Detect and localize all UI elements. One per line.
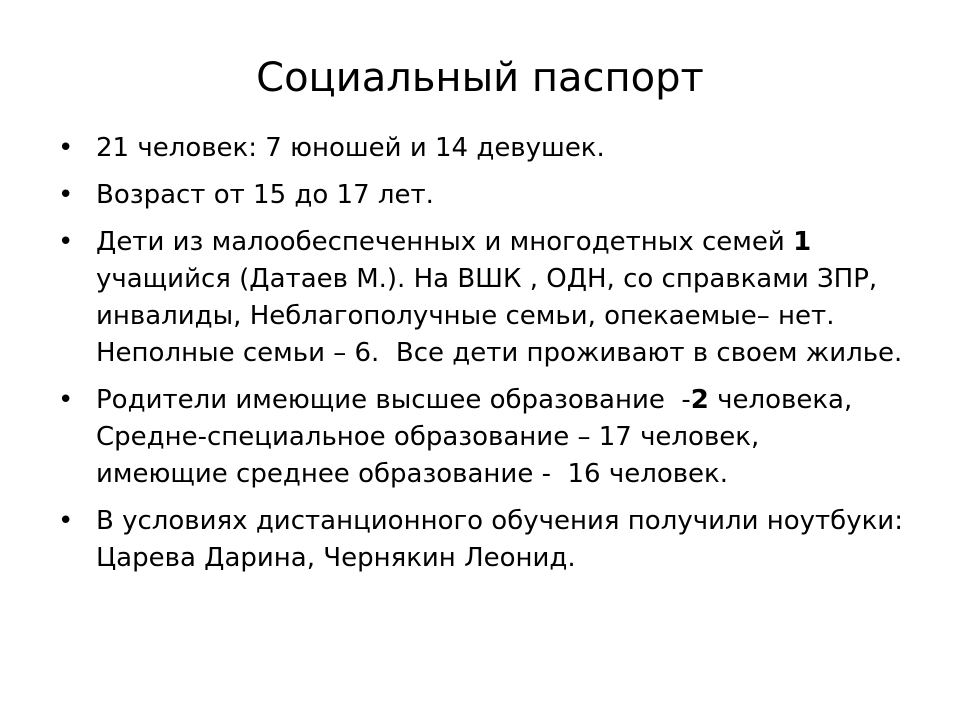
bullet-item-parents: [56, 382, 906, 493]
bullet-icon: [58, 382, 78, 419]
bullet-icon: [58, 224, 78, 261]
bullet-icon: [58, 503, 78, 540]
bullet-icon: [58, 130, 78, 167]
bullet-text-pre: Дети из малообеспеченных и многодетных семей: [96, 227, 794, 257]
bullet-text: В условиях дистанционного обучения получили ноутбуки: Царева Дарина, Чернякин Леонид.: [96, 506, 903, 573]
bullet-text-bold: 2: [690, 385, 709, 415]
bullet-icon: [58, 177, 78, 214]
bullet-item-age: [56, 177, 906, 214]
bullet-list: [56, 130, 906, 587]
slide-title: Социальный паспорт: [256, 55, 704, 101]
bullet-text-pre: Родители имеющие высшее образование -: [96, 385, 691, 415]
bullet-text: Возраст от 15 до 17 лет.: [96, 180, 434, 210]
bullet-text-post: человека, Средне-специальное образование – 17 человек, имеющие среднее образование - 16 человек.: [96, 385, 861, 489]
bullet-text-post: учащийся (Датаев М.). На ВШК , ОДН, со справками ЗПР, инвалиды, Неблагополучные семьи, опекаемые– нет. Неполные семьи – 6. Все дети проживают в своем жилье.: [96, 227, 903, 368]
bullet-item-laptops: [56, 503, 906, 577]
bullet-item-students: [56, 130, 906, 167]
bullet-item-families: [56, 224, 906, 372]
bullet-text: 21 человек: 7 юношей и 14 девушек.: [96, 133, 605, 163]
bullet-text-bold: 1: [793, 227, 812, 257]
